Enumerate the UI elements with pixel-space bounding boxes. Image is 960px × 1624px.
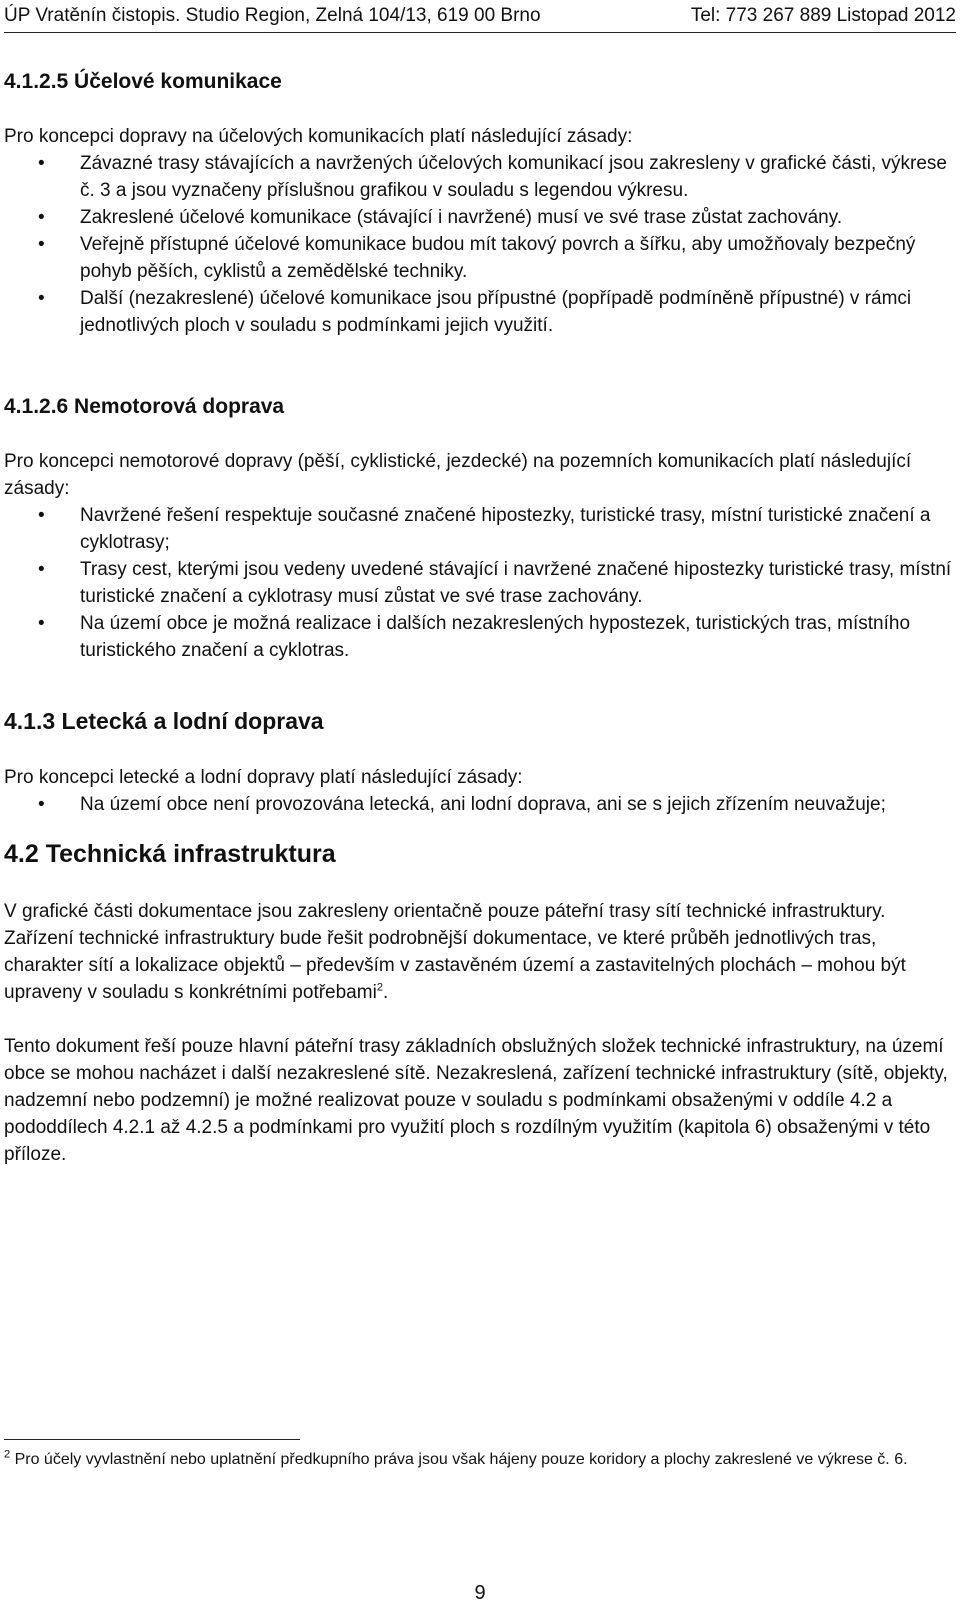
paragraph: Tento dokument řeší pouze hlavní páteřní trasy základních obslužných složek technické infrastruktury, na území obce se mohou nacházet i další nezakreslené sítě. Nezakreslená, zařízení technické infrastruktury (sítě, objekty, nadzemní nebo podzemní) je možné realizovat pouze v souladu s podmínkami obsaženými v oddíle 4.2 a pododdílech 4.2.1 až 4.2.5 a podmínkami pro využití ploch s rozdílným využitím (kapitola 6) obsaženými v této příloze. bbox=[4, 1036, 948, 1165]
bullet-list bbox=[4, 150, 956, 339]
bullet-icon: • bbox=[38, 234, 45, 255]
footnote-text: Pro účely vyvlastnění nebo uplatnění předkupního práva jsou však hájeny pouze koridory a plochy zakreslené ve výkrese č. 6. bbox=[14, 1451, 908, 1468]
header-left: ÚP Vratěnín čistopis. Studio Region, Zelná 104/13, 619 00 Brno bbox=[4, 5, 541, 26]
list-item: • Navržené řešení respektuje současné značené hipostezky, turistické trasy, místní turistické značení a cyklotrasy; bbox=[4, 502, 956, 556]
bullet-icon: • bbox=[38, 794, 45, 815]
section-heading-4-1-2-5: 4.1.2.5 Účelové komunikace bbox=[4, 70, 282, 93]
list-item: • Zakreslené účelové komunikace (stávající i navržené) musí ve své trase zůstat zachovány. bbox=[4, 204, 956, 231]
bullet-icon: • bbox=[38, 613, 45, 634]
list-item: • Veřejně přístupné účelové komunikace budou mít takový povrch a šířku, aby umožňovaly bezpečný pohyb pěších, cyklistů a zemědělské techniky. bbox=[4, 231, 956, 285]
bullet-icon: • bbox=[38, 559, 45, 580]
footnote bbox=[4, 1448, 944, 1472]
bullet-icon: • bbox=[38, 153, 45, 174]
page-content bbox=[4, 68, 956, 1168]
footnote-divider bbox=[4, 1439, 300, 1440]
footnote-number: 2 bbox=[4, 1448, 11, 1461]
section-heading-4-1-2-6: 4.1.2.6 Nemotorová doprava bbox=[4, 395, 285, 418]
bullet-icon: • bbox=[38, 288, 45, 309]
list-item: • Závazné trasy stávajících a navržených účelových komunikací jsou zakresleny v grafické části, výkrese č. 3 a jsou vyznačeny příslušnou grafikou v souladu s legendou výkresu. bbox=[4, 150, 956, 204]
bullet-list bbox=[4, 791, 956, 818]
section-intro: Pro koncepci dopravy na účelových komunikacích platí následující zásady: bbox=[4, 126, 633, 147]
section-heading-4-1-3: 4.1.3 Letecká a lodní doprava bbox=[4, 708, 324, 734]
section-intro: Pro koncepci letecké a lodní dopravy platí následující zásady: bbox=[4, 767, 523, 788]
list-item: • Další (nezakreslené) účelové komunikace jsou přípustné (popřípadě podmíněně přípustné) v rámci jednotlivých ploch v souladu s podmínkami jejich využití. bbox=[4, 285, 956, 339]
header-right: Tel: 773 267 889 Listopad 2012 bbox=[690, 5, 956, 26]
list-item: • Trasy cest, kterými jsou vedeny uvedené stávající i navržené značené hipostezky turistické trasy, místní turistické značení a cyklotrasy musí zůstat ve své trase zachovány. bbox=[4, 556, 956, 610]
paragraph: V grafické části dokumentace jsou zakresleny orientačně pouze páteřní trasy sítí technické infrastruktury. Zařízení technické infrastruktury bude řešit podrobnější dokumentace, ve které průběh jednotlivých tras, charakter sítí a lokalizace objektů – především v zastavěném území a zastavitelných plochách – mohou být upraveny v souladu s konkrétními potřebami$^2$. bbox=[4, 901, 906, 1003]
bullet-list bbox=[4, 502, 956, 664]
page-header bbox=[4, 2, 956, 33]
section-intro: Pro koncepci nemotorové dopravy (pěší, cyklistické, jezdecké) na pozemních komunikacích platí následující zásady: bbox=[4, 451, 912, 499]
bullet-icon: • bbox=[38, 505, 45, 526]
bullet-icon: • bbox=[38, 207, 45, 228]
page-number: 9 bbox=[474, 1582, 486, 1604]
list-item: • Na území obce je možná realizace i dalších nezakreslených hypostezek, turistických tras, místního turistického značení a cyklotras. bbox=[4, 610, 956, 664]
section-heading-4-2: 4.2 Technická infrastruktura bbox=[4, 840, 336, 868]
list-item: • Na území obce není provozována letecká, ani lodní doprava, ani se s jejich zřízením neuvažuje; bbox=[4, 791, 956, 818]
footnote-ref: 2 bbox=[376, 981, 383, 994]
